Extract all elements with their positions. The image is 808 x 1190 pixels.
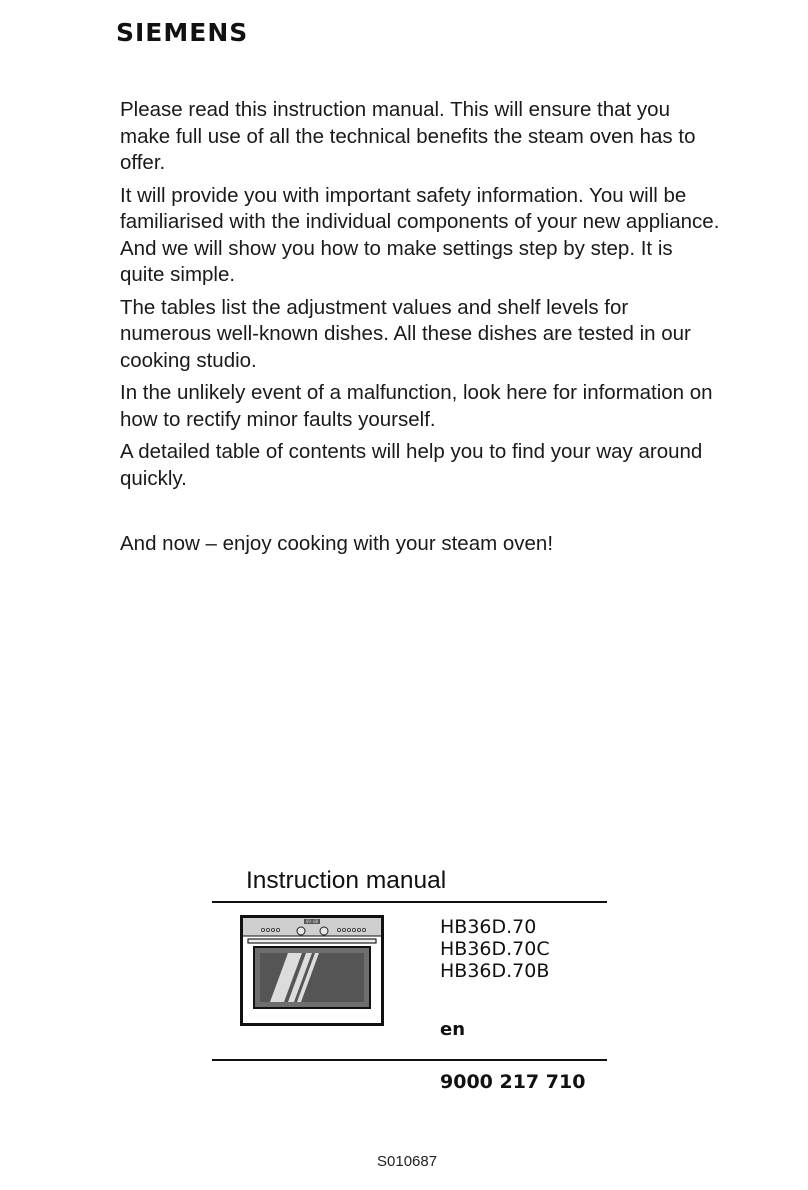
intro-paragraph: In the unlikely event of a malfunction, look here for information on how to rectify minor faults yourself. bbox=[120, 381, 713, 431]
siemens-logo: SIEMENS bbox=[116, 18, 249, 47]
bottom-divider bbox=[212, 1059, 607, 1061]
document-number: 9000 217 710 bbox=[440, 1071, 586, 1093]
manual-title: Instruction manual bbox=[246, 867, 447, 894]
model-list bbox=[440, 916, 550, 982]
model-number: HB36D.70 bbox=[440, 916, 537, 938]
print-code: S010687 bbox=[377, 1153, 438, 1170]
intro-paragraph: The tables list the adjustment values and shelf levels for numerous well-known dishes. All these dishes are tested in our cooking studio. bbox=[120, 295, 691, 372]
intro-paragraph: It will provide you with important safety information. You will be familiarised with the individual components of your new appliance. And we will show you how to make settings step by step. It is quite simple. bbox=[120, 183, 720, 286]
intro-paragraph: Please read this instruction manual. This will ensure that you make full use of all the technical benefits the steam oven has to offer. bbox=[120, 98, 696, 174]
top-divider bbox=[212, 901, 607, 903]
closing-line: And now – enjoy cooking with your steam oven! bbox=[120, 532, 554, 555]
intro-paragraph: A detailed table of contents will help you to find your way around quickly. bbox=[120, 440, 703, 490]
model-number: HB36D.70C bbox=[440, 938, 550, 960]
language-code: en bbox=[440, 1019, 466, 1040]
oven-display-text: 09:08 bbox=[305, 919, 319, 925]
intro-text bbox=[120, 97, 720, 498]
steam-oven-icon bbox=[240, 915, 384, 1026]
model-number: HB36D.70B bbox=[440, 960, 550, 982]
